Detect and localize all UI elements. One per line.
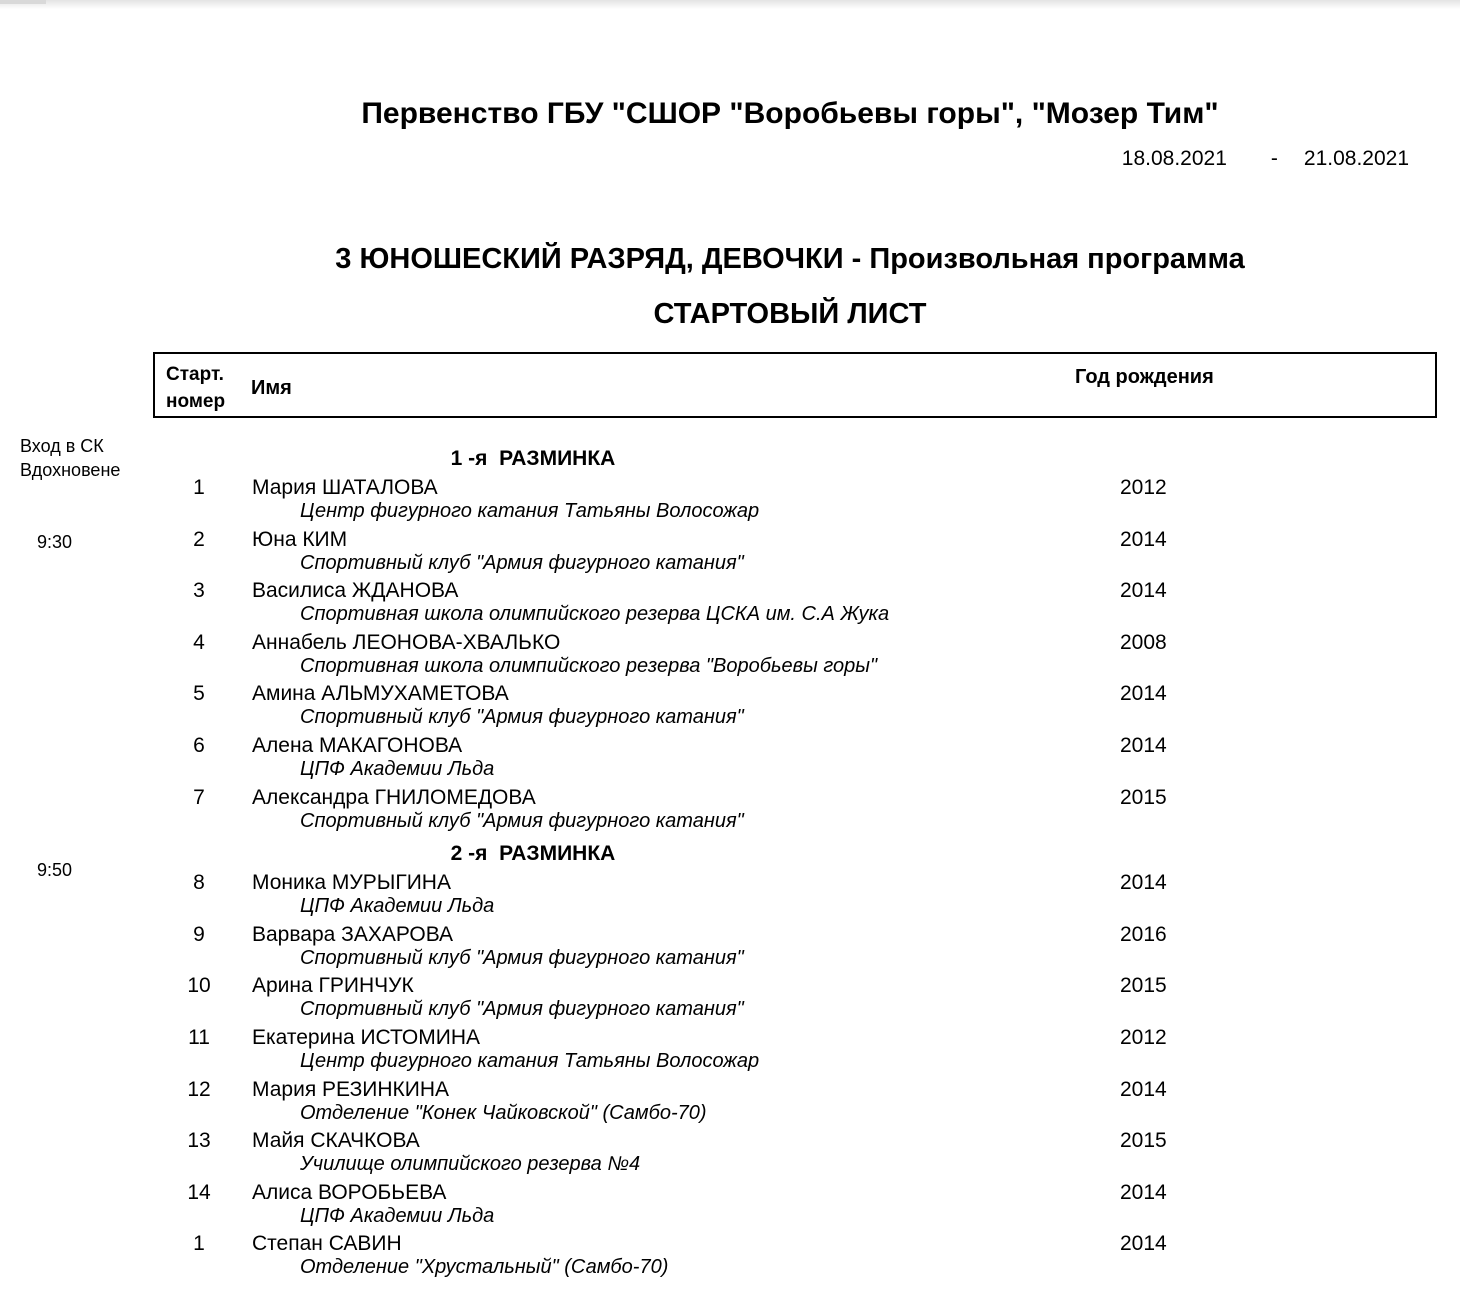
start-number: 7 <box>193 785 205 809</box>
column-header-start-line1: Старт. <box>166 364 224 385</box>
column-header-birth-year: Год рождения <box>1075 366 1214 388</box>
competition-dates <box>1122 147 1409 171</box>
skater-club: Спортивный клуб "Армия фигурного катания" <box>300 998 744 1021</box>
page-top-edge <box>0 0 1460 9</box>
skater-row <box>0 734 1460 786</box>
birth-year: 2014 <box>1120 1077 1167 1101</box>
skater-club: Отделение "Конек Чайковской" (Самбо-70) <box>300 1101 707 1124</box>
skater-row <box>0 579 1460 631</box>
competition-title: Первенство ГБУ "СШОР "Воробьевы горы", "Мозер Тим" <box>361 97 1219 130</box>
skater-name: Алиса ВОРОБЬЕВА <box>252 1180 447 1204</box>
start-number: 11 <box>188 1025 210 1049</box>
warmup-group-header: 2 -я РАЗМИНКА <box>450 842 616 866</box>
skater-club: ЦПФ Академии Льда <box>300 757 495 780</box>
skater-name: Александра ГНИЛОМЕДОВА <box>252 785 536 809</box>
date-separator: - <box>1270 147 1278 170</box>
start-number: 1 <box>193 476 205 499</box>
skater-row <box>0 923 1460 975</box>
birth-year: 2014 <box>1120 682 1167 706</box>
birth-year: 2014 <box>1120 1180 1167 1204</box>
venue-note-line2: Вдохновене <box>20 460 121 480</box>
birth-year: 2014 <box>1120 733 1167 757</box>
start-number: 10 <box>187 974 211 998</box>
birth-year: 2014 <box>1120 579 1167 603</box>
warmup-group-entries <box>0 476 1460 837</box>
start-number: 12 <box>187 1077 211 1101</box>
skater-row <box>0 974 1460 1026</box>
venue-note-line1: Вход в СК <box>20 436 104 456</box>
skater-name: Варвара ЗАХАРОВА <box>252 922 454 946</box>
skater-club: Училище олимпийского резерва №4 <box>300 1153 641 1176</box>
birth-year: 2014 <box>1120 1232 1167 1256</box>
birth-year: 2016 <box>1120 922 1167 946</box>
category-title: 3 ЮНОШЕСКИЙ РАЗРЯД, ДЕВОЧКИ - Произвольная программа <box>335 243 1245 275</box>
skater-row <box>0 1078 1460 1130</box>
start-number: 9 <box>193 922 205 946</box>
skater-club: Спортивный клуб "Армия фигурного катания" <box>300 809 744 832</box>
start-number: 14 <box>187 1180 211 1204</box>
skater-club: ЦПФ Академии Льда <box>300 895 495 918</box>
skater-row <box>0 631 1460 683</box>
start-number: 3 <box>193 579 205 603</box>
table-header <box>153 352 1437 418</box>
skater-name: Юна КИМ <box>252 527 348 551</box>
skater-club: Отделение "Хрустальный" (Самбо-70) <box>300 1256 669 1279</box>
birth-year: 2014 <box>1120 871 1167 895</box>
skater-club: Центр фигурного катания Татьяны Волосожар <box>300 1049 760 1072</box>
skater-row <box>0 1181 1460 1233</box>
skater-row <box>0 1129 1460 1181</box>
start-number: 2 <box>193 527 205 551</box>
warmup-group <box>0 842 1460 1284</box>
skater-club: Спортивная школа олимпийского резерва ЦСКА им. С.А Жука <box>300 603 890 626</box>
warmup-group-header: 1 -я РАЗМИНКА <box>450 447 616 470</box>
start-number: 13 <box>187 1129 211 1153</box>
column-header-start-line2: номер <box>166 391 226 412</box>
birth-year: 2015 <box>1120 974 1167 998</box>
start-number: 4 <box>193 630 205 654</box>
skater-club: Спортивный клуб "Армия фигурного катания" <box>300 946 744 969</box>
skater-name: Моника МУРЫГИНА <box>252 871 451 895</box>
skater-club: Спортивная школа олимпийского резерва "Воробьевы горы" <box>300 654 878 677</box>
start-number: 1 <box>193 1232 205 1256</box>
birth-year: 2015 <box>1120 1129 1167 1153</box>
skater-row <box>0 476 1460 528</box>
skater-row <box>0 1026 1460 1078</box>
skater-name: Аннабель ЛЕОНОВА-ХВАЛЬКО <box>252 630 561 654</box>
warmup-time-1: 9:30 <box>37 532 73 552</box>
start-list-subtitle: СТАРТОВЫЙ ЛИСТ <box>653 298 927 330</box>
skater-name: Алена МАКАГОНОВА <box>252 733 463 757</box>
start-number: 6 <box>193 733 205 757</box>
skater-name: Мария РЕЗИНКИНА <box>252 1077 450 1101</box>
skater-name: Амина АЛЬМУХАМЕТОВА <box>252 682 509 706</box>
skater-row <box>0 786 1460 838</box>
skater-club: ЦПФ Академии Льда <box>300 1204 495 1227</box>
column-header-name: Имя <box>251 377 292 399</box>
start-number: 8 <box>193 871 205 895</box>
skater-row <box>0 682 1460 734</box>
birth-year: 2012 <box>1120 476 1167 499</box>
warmup-group <box>0 447 1460 837</box>
skater-row <box>0 1232 1460 1284</box>
skater-club: Спортивный клуб "Армия фигурного катания" <box>300 706 744 729</box>
skater-row <box>0 528 1460 580</box>
birth-year: 2008 <box>1120 630 1167 654</box>
skater-name: Майя СКАЧКОВА <box>252 1129 420 1153</box>
skater-club: Центр фигурного катания Татьяны Волосожар <box>300 500 760 522</box>
skater-row <box>0 871 1460 923</box>
birth-year: 2015 <box>1120 785 1167 809</box>
start-list <box>0 447 1460 1284</box>
column-header-start-number <box>166 361 225 415</box>
skater-name: Василиса ЖДАНОВА <box>252 579 459 603</box>
skater-name: Арина ГРИНЧУК <box>252 974 414 998</box>
page-corner-mark <box>0 0 46 4</box>
skater-name: Екатерина ИСТОМИНА <box>252 1025 480 1049</box>
skater-club: Спортивный клуб "Армия фигурного катания" <box>300 551 744 574</box>
date-to: 21.08.2021 <box>1303 147 1409 170</box>
warmup-time-2: 9:50 <box>37 860 73 880</box>
birth-year: 2014 <box>1120 527 1167 551</box>
skater-name: Степан САВИН <box>252 1232 402 1256</box>
warmup-group-entries <box>0 871 1460 1284</box>
date-from: 18.08.2021 <box>1121 147 1227 170</box>
birth-year: 2012 <box>1120 1025 1167 1049</box>
start-number: 5 <box>193 682 205 706</box>
skater-name: Мария ШАТАЛОВА <box>252 476 438 499</box>
